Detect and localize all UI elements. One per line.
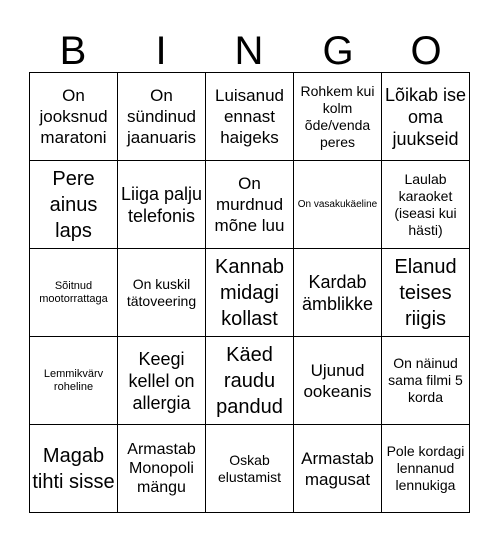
cell-text: Oskab elustamist: [217, 451, 282, 485]
cell-text: Lemmikvärv roheline: [43, 367, 104, 393]
header-letter-i: I: [155, 29, 167, 73]
cell-text: Elanud teises riigis: [394, 255, 457, 330]
bingo-cell[interactable]: [382, 249, 470, 337]
cell-text: On murdnud mõne luu: [214, 174, 285, 235]
bingo-cell[interactable]: [30, 337, 118, 425]
cell-text: Sõitnud mootorrattaga: [39, 279, 108, 305]
cell-text: Pere ainus laps: [49, 167, 98, 242]
bingo-cell[interactable]: [294, 425, 382, 513]
cell-text: Kannab midagi kollast: [215, 255, 284, 330]
cell-text: On näinud sama filmi 5 korda: [388, 355, 463, 405]
bingo-cell[interactable]: [206, 161, 294, 249]
cell-text: Laulab karaoket (iseasi kui hästi): [394, 170, 457, 238]
cell-text: Ujunud ookeanis: [303, 360, 372, 401]
cell-text: Liiga palju telefonis: [120, 183, 203, 226]
bingo-cell[interactable]: [382, 161, 470, 249]
cell-text: On jooksnud maratoni: [39, 86, 108, 147]
header-letter-o: O: [410, 29, 442, 73]
bingo-cell[interactable]: [118, 249, 206, 337]
cell-text: Armastab magusat: [301, 448, 374, 489]
cell-text: Luisanud ennast haigeks: [214, 86, 284, 147]
cell-text: On vasakukäeline: [297, 198, 378, 210]
cell-text: Keegi kellel on allergia: [128, 348, 195, 413]
cell-text: Kardab ämblikke: [301, 271, 374, 314]
bingo-cell[interactable]: [382, 337, 470, 425]
cell-text: Armastab Monopoli mängu: [127, 441, 196, 496]
bingo-header: [29, 26, 470, 76]
header-letter-n: N: [234, 29, 264, 73]
bingo-cell[interactable]: [30, 73, 118, 161]
bingo-cell[interactable]: [294, 337, 382, 425]
bingo-cell[interactable]: [30, 249, 118, 337]
cell-text: Magab tihti sisse: [32, 444, 115, 493]
header-letter-b: B: [59, 29, 87, 73]
bingo-cell[interactable]: [206, 73, 294, 161]
bingo-cell[interactable]: [118, 161, 206, 249]
bingo-cell[interactable]: [30, 161, 118, 249]
cell-text: Rohkem kui kolm õde/venda peres: [300, 82, 375, 150]
bingo-cell[interactable]: [294, 161, 382, 249]
bingo-cell[interactable]: [206, 337, 294, 425]
bingo-cell[interactable]: [30, 425, 118, 513]
cell-text: On kuskil tätoveering: [126, 275, 197, 309]
cell-text: On sündinud jaanuaris: [126, 86, 196, 147]
bingo-cell[interactable]: [118, 337, 206, 425]
bingo-card-grid: [29, 72, 470, 513]
header-letter-g: G: [322, 29, 354, 73]
cell-text: Käed raudu pandud: [216, 343, 283, 418]
bingo-cell[interactable]: [294, 249, 382, 337]
bingo-cell[interactable]: [382, 425, 470, 513]
bingo-cell[interactable]: [206, 249, 294, 337]
cell-text: Lõikab ise oma juukseid: [384, 84, 467, 149]
bingo-cell[interactable]: [118, 425, 206, 513]
bingo-cell[interactable]: [294, 73, 382, 161]
cell-text: Pole kordagi lennanud lennukiga: [386, 443, 465, 493]
bingo-cell[interactable]: [382, 73, 470, 161]
bingo-cell[interactable]: [118, 73, 206, 161]
bingo-cell[interactable]: [206, 425, 294, 513]
